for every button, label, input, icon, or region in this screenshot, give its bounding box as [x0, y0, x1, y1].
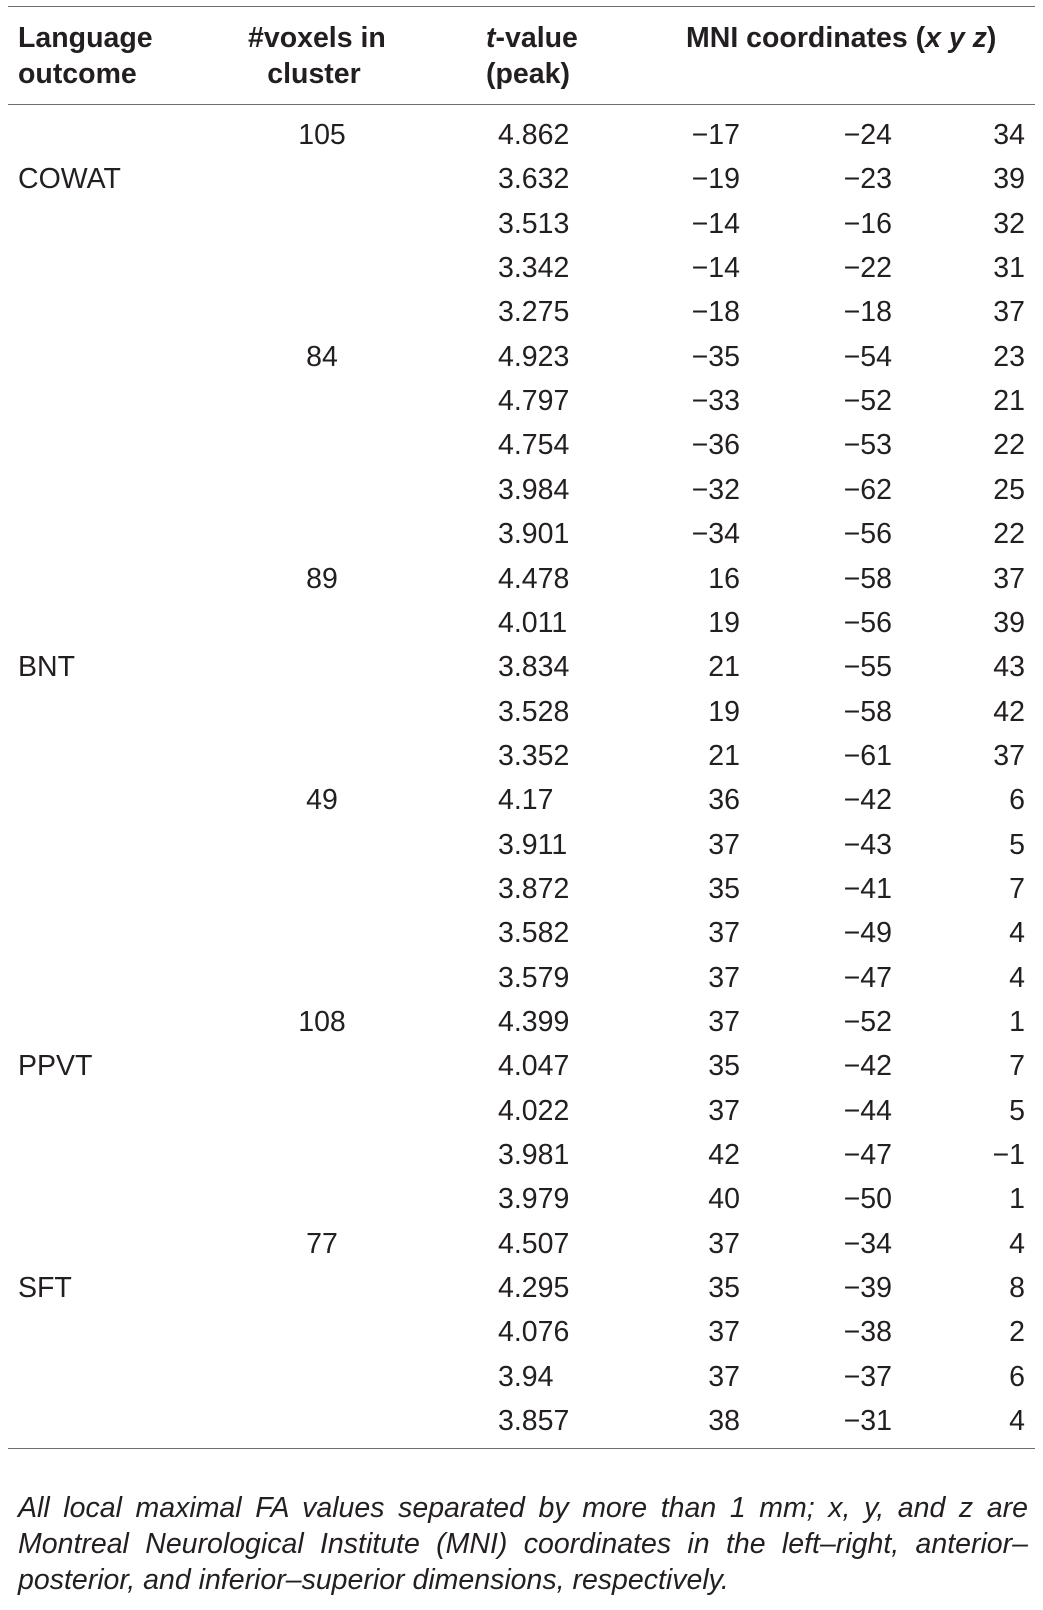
mni-y-cell: −37 [843, 1360, 892, 1393]
mni-y-cell: −16 [843, 207, 892, 240]
t-value-cell: 3.528 [498, 695, 570, 728]
t-value-cell: 4.011 [498, 606, 568, 639]
mni-z-cell: 32 [993, 207, 1025, 240]
mni-z-cell: 4 [1009, 1227, 1025, 1260]
mni-x-cell: −17 [691, 119, 740, 151]
mni-y-cell: −18 [843, 296, 892, 329]
t-value-cell: 3.94 [498, 1360, 554, 1393]
t-value-cell: 3.632 [498, 163, 570, 196]
t-value-cell: 3.981 [498, 1139, 570, 1172]
t-value-cell: 4.17 [498, 784, 554, 817]
mni-z-cell: 23 [993, 340, 1025, 373]
t-value-cell: 4.478 [498, 562, 570, 595]
mni-y-cell: −41 [843, 872, 892, 905]
mni-x-cell: 38 [708, 1405, 740, 1438]
mni-x-cell: −34 [691, 518, 740, 551]
mni-x-cell: 37 [708, 917, 740, 950]
mni-z-cell: 39 [993, 606, 1025, 639]
mni-x-cell: 35 [708, 1050, 740, 1083]
mni-x-cell: 37 [708, 1227, 740, 1260]
mni-x-cell: −36 [691, 429, 740, 462]
mni-z-cell: 22 [993, 518, 1025, 551]
mni-x-cell: 37 [708, 961, 740, 994]
mni-y-cell: −47 [843, 961, 892, 994]
t-value-cell: 4.923 [498, 340, 570, 373]
mni-y-cell: −42 [843, 784, 892, 817]
t-value-cell: 3.352 [498, 739, 570, 772]
mni-z-cell: 25 [993, 473, 1025, 506]
t-value-cell: 3.984 [498, 473, 570, 506]
mni-y-cell: −42 [843, 1050, 892, 1083]
mni-z-cell: 8 [1009, 1272, 1025, 1305]
language-outcome-cell: SFT [18, 1272, 72, 1305]
header-t-rest: -value [495, 22, 578, 54]
mni-y-cell: −58 [843, 562, 892, 595]
mni-y-cell: −23 [843, 163, 892, 196]
mni-z-cell: 4 [1009, 961, 1025, 994]
t-value-cell: 3.872 [498, 872, 570, 905]
mni-z-cell: 37 [993, 562, 1025, 595]
mni-x-cell: 16 [708, 562, 740, 595]
mni-y-cell: −52 [843, 1006, 892, 1038]
voxels-cell: 89 [306, 562, 338, 595]
mni-y-cell: −49 [843, 917, 892, 950]
mni-z-cell: 6 [1009, 1360, 1025, 1393]
t-value-cell: 4.022 [498, 1094, 570, 1127]
mni-y-cell: −34 [843, 1227, 892, 1260]
mni-x-cell: 42 [708, 1139, 740, 1172]
header-voxels-line1: #voxels in [248, 22, 386, 54]
t-value-cell: 4.797 [498, 385, 570, 418]
mni-x-cell: 37 [708, 1360, 740, 1393]
t-value-cell: 3.901 [498, 518, 570, 551]
mni-x-cell: −18 [691, 296, 740, 329]
mni-y-cell: −24 [843, 119, 892, 151]
header-voxels [248, 20, 386, 92]
table-footnote: All local maximal FA values separated by more than 1 mm; x, y, and z are Montreal Neurological Institute (MNI) coordinates in the left–right, anterior–posterior, and inferior–superior dimensions, respectively. [18, 1492, 1028, 1596]
header-mni-axes: x y z [925, 22, 987, 54]
mni-x-cell: −32 [691, 473, 740, 506]
language-outcome-cell: COWAT [18, 163, 121, 196]
mni-z-cell: 4 [1009, 917, 1025, 950]
mni-x-cell: 35 [708, 1272, 740, 1305]
mni-z-cell: 5 [1009, 828, 1025, 861]
t-value-cell: 4.862 [498, 119, 570, 151]
t-value-cell: 3.579 [498, 961, 570, 994]
mni-y-cell: −43 [843, 828, 892, 861]
mni-y-cell: −38 [843, 1316, 892, 1349]
mni-z-cell: −1 [992, 1139, 1025, 1172]
header-language-line2: outcome [18, 58, 137, 90]
mni-y-cell: −55 [843, 651, 892, 684]
mni-x-cell: 21 [708, 739, 740, 772]
voxels-cell: 49 [306, 784, 338, 817]
header-mni-coordinates [686, 20, 996, 56]
language-outcome-cell: BNT [18, 651, 75, 684]
mni-z-cell: 31 [993, 252, 1025, 285]
mni-y-cell: −62 [843, 473, 892, 506]
mni-y-cell: −44 [843, 1094, 892, 1127]
t-value-cell: 3.582 [498, 917, 570, 950]
mni-y-cell: −56 [843, 518, 892, 551]
mni-y-cell: −22 [843, 252, 892, 285]
mni-x-cell: −35 [691, 340, 740, 373]
header-mni-prefix: MNI coordinates ( [686, 22, 926, 54]
mni-y-cell: −47 [843, 1139, 892, 1172]
t-value-cell: 3.834 [498, 651, 570, 684]
mni-x-cell: 40 [708, 1183, 740, 1216]
header-t-italic: t [486, 22, 496, 54]
mni-z-cell: 37 [993, 739, 1025, 772]
t-value-cell: 3.342 [498, 252, 570, 285]
mni-z-cell: 1 [1009, 1006, 1025, 1038]
t-value-cell: 3.275 [498, 296, 570, 329]
mni-z-cell: 21 [993, 385, 1025, 418]
mni-x-cell: 35 [708, 872, 740, 905]
mni-z-cell: 4 [1009, 1405, 1025, 1438]
header-rule [8, 104, 1035, 105]
mni-z-cell: 34 [993, 119, 1025, 151]
voxels-cell: 84 [306, 340, 338, 373]
mni-x-cell: 37 [708, 1006, 740, 1038]
mni-z-cell: 5 [1009, 1094, 1025, 1127]
mni-z-cell: 1 [1009, 1183, 1025, 1216]
mni-x-cell: 21 [708, 651, 740, 684]
header-voxels-line2: cluster [267, 58, 361, 90]
mni-z-cell: 42 [993, 695, 1025, 728]
mni-z-cell: 43 [993, 651, 1025, 684]
header-language-outcome [18, 20, 153, 92]
mni-x-cell: 19 [708, 606, 740, 639]
mni-y-cell: −58 [843, 695, 892, 728]
header-t-peak: (peak) [486, 58, 570, 90]
mni-x-cell: −14 [691, 207, 740, 240]
mni-y-cell: −53 [843, 429, 892, 462]
mni-z-cell: 6 [1009, 784, 1025, 817]
mni-z-cell: 37 [993, 296, 1025, 329]
t-value-cell: 3.513 [498, 207, 570, 240]
voxels-cell: 108 [298, 1006, 346, 1038]
mni-y-cell: −50 [843, 1183, 892, 1216]
t-value-cell: 4.076 [498, 1316, 570, 1349]
mni-x-cell: 37 [708, 828, 740, 861]
t-value-cell: 3.857 [498, 1405, 570, 1438]
mni-x-cell: 36 [708, 784, 740, 817]
mni-y-cell: −39 [843, 1272, 892, 1305]
header-language-line1: Language [18, 22, 153, 54]
mni-x-cell: −33 [691, 385, 740, 418]
t-value-cell: 3.979 [498, 1183, 570, 1216]
mni-x-cell: 19 [708, 695, 740, 728]
voxels-cell: 77 [306, 1227, 338, 1260]
mni-y-cell: −52 [843, 385, 892, 418]
language-outcome-cell: PPVT [18, 1050, 93, 1083]
mni-x-cell: −19 [691, 163, 740, 196]
bottom-rule [8, 1448, 1035, 1449]
mni-x-cell: 37 [708, 1094, 740, 1127]
mni-z-cell: 7 [1009, 872, 1025, 905]
mni-y-cell: −61 [843, 739, 892, 772]
mni-z-cell: 22 [993, 429, 1025, 462]
mni-z-cell: 2 [1009, 1316, 1025, 1349]
mni-y-cell: −56 [843, 606, 892, 639]
header-t-value [486, 20, 578, 92]
mni-z-cell: 7 [1009, 1050, 1025, 1083]
t-value-cell: 4.047 [498, 1050, 570, 1083]
mni-x-cell: −14 [691, 252, 740, 285]
mni-z-cell: 39 [993, 163, 1025, 196]
voxels-cell: 105 [298, 119, 346, 151]
t-value-cell: 4.295 [498, 1272, 570, 1305]
t-value-cell: 4.399 [498, 1006, 570, 1038]
t-value-cell: 4.507 [498, 1227, 570, 1260]
t-value-cell: 4.754 [498, 429, 570, 462]
top-rule [8, 6, 1035, 7]
t-value-cell: 3.911 [498, 828, 568, 861]
header-mni-suffix: ) [986, 22, 997, 54]
mni-y-cell: −31 [843, 1405, 892, 1438]
mni-x-cell: 37 [708, 1316, 740, 1349]
mni-y-cell: −54 [843, 340, 892, 373]
